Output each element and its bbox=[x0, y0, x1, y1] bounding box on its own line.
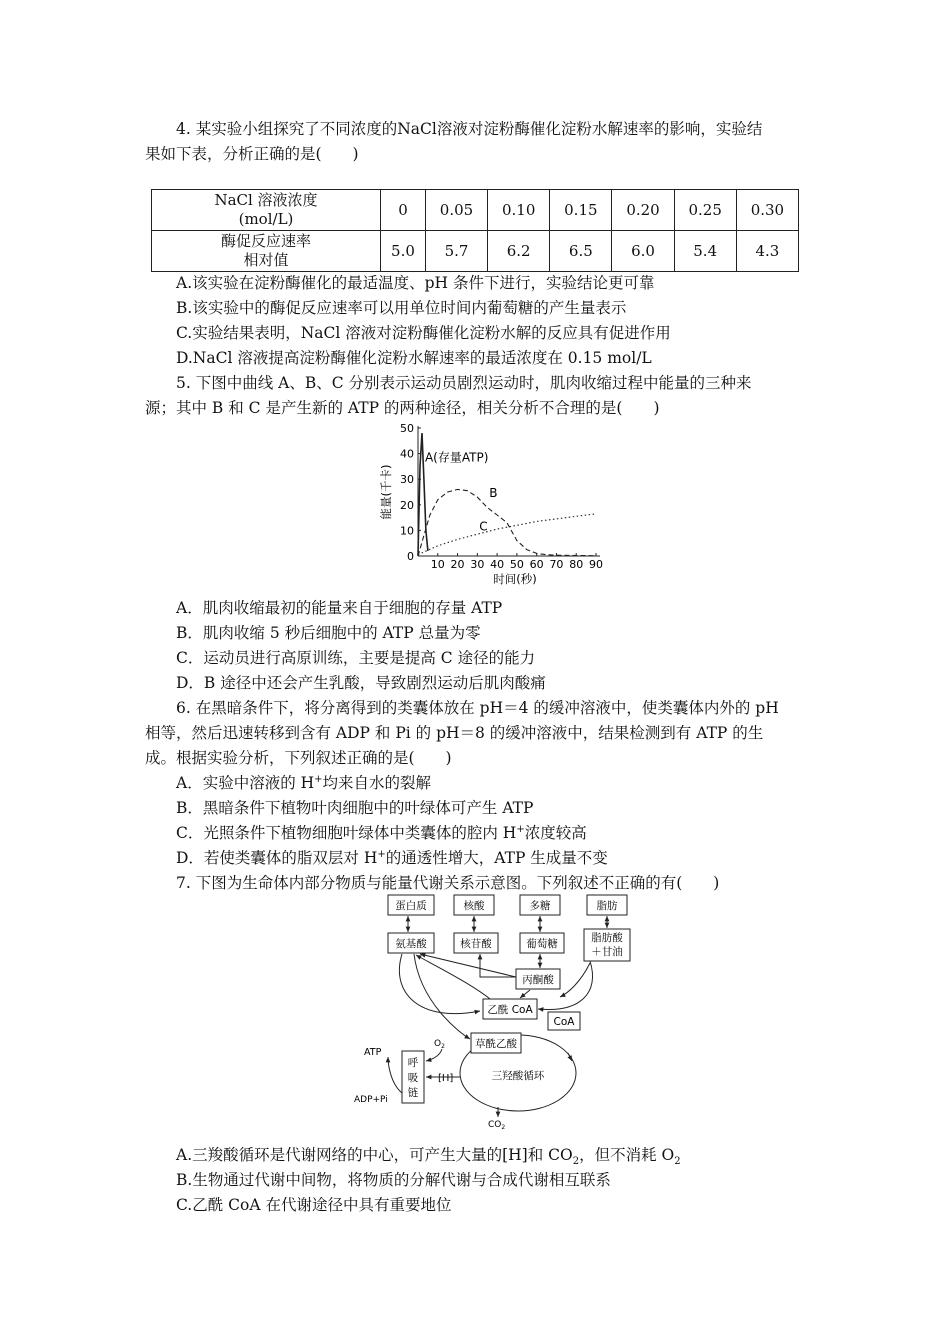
chain-char: 呼 bbox=[407, 1057, 419, 1069]
y-axis-label: 能量(千卡) bbox=[379, 464, 393, 520]
protein-box bbox=[388, 895, 434, 915]
header-unit: (mol/L) bbox=[238, 210, 294, 228]
series-b-line bbox=[418, 489, 596, 556]
fatty-acid-label: 脂肪酸 bbox=[591, 932, 623, 944]
table-cell: 6.2 bbox=[488, 231, 550, 272]
q5-stem-line1: 5. 下图中曲线 A、B、C 分别表示运动员剧烈运动时，肌肉收缩过程中能量的三种来 bbox=[176, 374, 752, 392]
hydrogen-label: [H] bbox=[438, 1073, 454, 1084]
option-text: A.三羧酸循环是代谢网络的中心，可产生大量的[H]和 CO bbox=[176, 1146, 573, 1164]
table-header-rate bbox=[152, 231, 381, 272]
q6-option-b: B．黑暗条件下植物叶肉细胞中的叶绿体可产生 ATP bbox=[176, 799, 534, 817]
respiratory-chain-box bbox=[402, 1051, 424, 1103]
table-cell: 5.4 bbox=[674, 231, 736, 272]
q4-option-d: D.NaCl 溶液提高淀粉酶催化淀粉水解速率的最适浓度在 0.15 mol/L bbox=[176, 349, 652, 367]
atp-label: ATP bbox=[364, 1047, 382, 1058]
table-cell: 4.3 bbox=[736, 231, 798, 272]
option-text: ，但不消耗 O bbox=[579, 1146, 675, 1164]
nucleic-acid-box bbox=[454, 895, 494, 915]
table-header-concentration bbox=[152, 190, 381, 231]
superscript: + bbox=[377, 848, 386, 860]
q4-option-a: A.该实验在淀粉酶催化的最适温度、pH 条件下进行，实验结论更可靠 bbox=[176, 274, 655, 292]
option-text: 均来自水的裂解 bbox=[322, 774, 432, 792]
q5-stem-line2: 源；其中 B 和 C 是产生新的 ATP 的两种途径，相关分析不合理的是( ) bbox=[145, 399, 660, 417]
chain-char: 吸 bbox=[407, 1072, 419, 1084]
q6-stem-line2: 相等，然后迅速转移到含有 ADP 和 Pi 的 pH＝8 的缓冲溶液中，结果检测到有 ATP 的生 bbox=[145, 724, 764, 742]
y-tick-label: 50 bbox=[400, 422, 414, 435]
option-text: D．若使类囊体的脂双层对 H bbox=[176, 849, 378, 867]
subscript: 2 bbox=[501, 1124, 506, 1131]
coa-box bbox=[548, 1012, 580, 1030]
y-tick-label: 40 bbox=[400, 447, 414, 461]
q6-option-d bbox=[176, 846, 841, 870]
y-tick-label: 30 bbox=[400, 473, 414, 487]
x-tick-label: 90 bbox=[589, 558, 603, 571]
protein-label: 蛋白质 bbox=[395, 900, 427, 912]
adp-label: ADP+Pi bbox=[354, 1095, 388, 1105]
y-tick-label: 0 bbox=[407, 550, 414, 563]
table-cell: 0.10 bbox=[488, 190, 550, 231]
fatty-acid-box bbox=[584, 929, 630, 961]
o2-text: O bbox=[434, 1039, 442, 1049]
chain-char: 链 bbox=[407, 1087, 419, 1099]
nacl-table bbox=[151, 189, 799, 272]
q4-option-c: C.实验结果表明，NaCl 溶液对淀粉酶催化淀粉水解的反应具有促进作用 bbox=[176, 324, 671, 342]
table-cell: 0.30 bbox=[736, 190, 798, 231]
q6-option-c bbox=[176, 821, 841, 845]
table-cell: 0 bbox=[381, 190, 426, 231]
q5-option-c: C．运动员进行高原训练，主要是提高 C 途径的能力 bbox=[176, 649, 536, 667]
q5-option-d: D．B 途径中还会产生乳酸，导致剧烈运动后肌肉酸痛 bbox=[176, 674, 546, 692]
x-tick-label: 20 bbox=[450, 558, 465, 571]
table-row bbox=[152, 231, 799, 272]
co2-label bbox=[488, 1120, 505, 1131]
header-line: 相对值 bbox=[243, 251, 289, 269]
option-text: A．实验中溶液的 H bbox=[176, 774, 315, 792]
q6-stem-line3: 成。根据实验分析，下列叙述正确的是( ) bbox=[145, 749, 452, 767]
x-tick-label: 40 bbox=[490, 558, 505, 571]
q4-stem-line2: 果如下表，分析正确的是( ) bbox=[145, 145, 359, 163]
polysaccharide-label: 多糖 bbox=[529, 900, 551, 912]
superscript: + bbox=[516, 823, 525, 835]
table-cell: 0.20 bbox=[612, 190, 674, 231]
table-cell: 5.7 bbox=[425, 231, 487, 272]
x-axis-label: 时间(秒) bbox=[493, 572, 537, 586]
y-tick-label: 10 bbox=[400, 524, 414, 538]
superscript: + bbox=[314, 773, 323, 785]
option-text: 的通透性增大，ATP 生成量不变 bbox=[385, 849, 608, 867]
q7-stem: 7. 下图为生命体内部分物质与能量代谢关系示意图。下列叙述不正确的有( ) bbox=[176, 874, 720, 892]
subscript: 2 bbox=[674, 1156, 681, 1168]
x-tick-label: 70 bbox=[549, 558, 564, 571]
series-a-label: A(存量ATP) bbox=[424, 450, 489, 465]
oxaloacetate-box bbox=[471, 1033, 521, 1053]
q5-option-b: B．肌肉收缩 5 秒后细胞中的 ATP 总量为零 bbox=[176, 624, 481, 642]
q7-option-a bbox=[176, 1143, 841, 1167]
acetyl-coa-box bbox=[483, 999, 537, 1019]
coa-label: CoA bbox=[553, 1016, 575, 1028]
nucleotide-box bbox=[454, 933, 498, 953]
glucose-box bbox=[520, 933, 564, 953]
y-tick-label: 20 bbox=[400, 498, 414, 512]
x-tick-label: 30 bbox=[470, 558, 485, 571]
q5-option-a: A．肌肉收缩最初的能量来自于细胞的存量 ATP bbox=[176, 599, 503, 617]
subscript: 2 bbox=[572, 1156, 580, 1168]
subscript: 2 bbox=[441, 1043, 445, 1050]
glycerol-label: ＋甘油 bbox=[591, 946, 623, 958]
nucleotide-label: 核苷酸 bbox=[460, 938, 492, 950]
polysaccharide-box bbox=[520, 895, 560, 915]
table-cell: 0.25 bbox=[674, 190, 736, 231]
q6-stem-line1: 6. 在黑暗条件下，将分离得到的类囊体放在 pH＝4 的缓冲溶液中，使类囊体内外的 pH bbox=[176, 699, 779, 717]
co2-text: CO bbox=[488, 1120, 502, 1130]
option-text: 浓度较高 bbox=[524, 824, 587, 842]
option-text: C．光照条件下植物细胞叶绿体中类囊体的腔内 H bbox=[176, 824, 517, 842]
q7-option-b: B.生物通过代谢中间物，将物质的分解代谢与合成代谢相互联系 bbox=[176, 1171, 611, 1189]
tca-cycle-label: 三羟酸循环 bbox=[491, 1070, 545, 1082]
q7-option-c: C.乙酰 CoA 在代谢途径中具有重要地位 bbox=[176, 1196, 452, 1214]
table-cell: 6.0 bbox=[612, 231, 674, 272]
o2-label bbox=[434, 1039, 445, 1050]
pyruvate-box bbox=[516, 969, 560, 989]
q6-option-a bbox=[176, 771, 841, 795]
table-cell: 0.05 bbox=[425, 190, 487, 231]
table-cell: 0.15 bbox=[550, 190, 612, 231]
fat-label: 脂肪 bbox=[596, 900, 618, 912]
amino-acid-label: 氨基酸 bbox=[395, 938, 427, 950]
x-tick-label: 80 bbox=[569, 558, 584, 571]
x-tick-label: 10 bbox=[430, 558, 445, 571]
series-c-label: C bbox=[479, 519, 488, 534]
glucose-label: 葡萄糖 bbox=[526, 938, 558, 950]
x-tick-label: 50 bbox=[509, 558, 524, 571]
nucleic-acid-label: 核酸 bbox=[463, 900, 485, 912]
fat-box bbox=[587, 895, 627, 915]
series-b-label: B bbox=[489, 486, 498, 501]
q4-stem-line1: 4. 某实验小组探究了不同浓度的NaCl溶液对淀粉酶催化淀粉水解速率的影响，实验结 bbox=[176, 120, 763, 138]
metabolism-diagram bbox=[350, 893, 640, 1133]
table-cell: 5.0 bbox=[381, 231, 426, 272]
table-cell: 6.5 bbox=[550, 231, 612, 272]
series-c-line bbox=[418, 514, 596, 555]
pyruvate-label: 丙酮酸 bbox=[522, 974, 554, 986]
header-line: NaCl 溶液浓度 bbox=[214, 191, 318, 209]
x-tick-label: 60 bbox=[529, 558, 544, 571]
q4-option-b: B.该实验中的酶促反应速率可以用单位时间内葡萄糖的产生量表示 bbox=[176, 299, 627, 317]
oxaloacetate-label: 草酰乙酸 bbox=[475, 1038, 517, 1050]
header-line: 酶促反应速率 bbox=[220, 232, 311, 250]
acetyl-coa-label: 乙酰 CoA bbox=[487, 1004, 533, 1016]
table-row bbox=[152, 190, 799, 231]
energy-chart bbox=[360, 420, 620, 590]
amino-acid-box bbox=[388, 933, 434, 953]
